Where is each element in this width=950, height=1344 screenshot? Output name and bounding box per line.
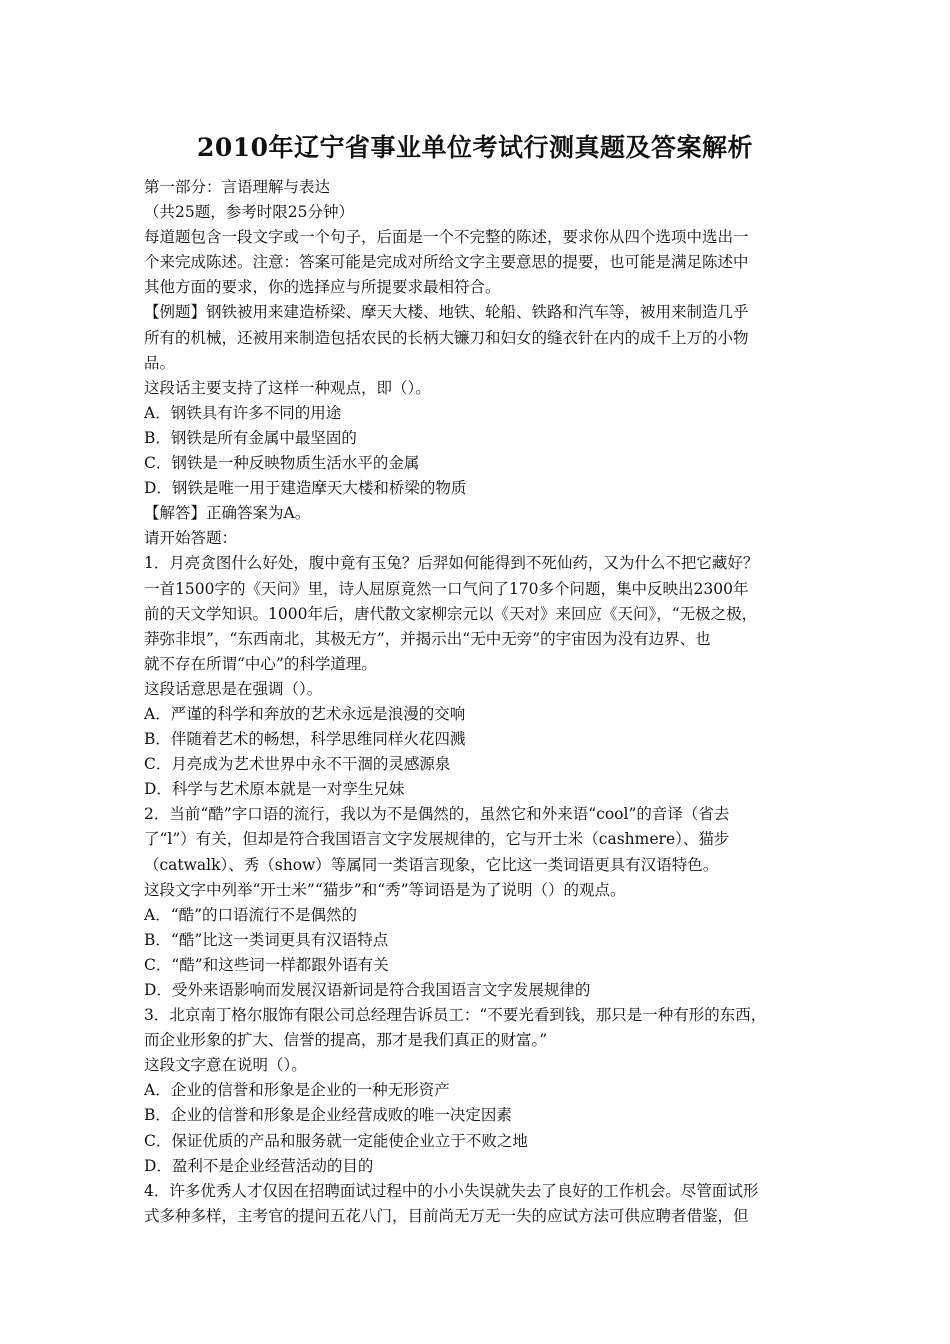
text-line: 其他方面的要求，你的选择应与所提要求最相符合。 bbox=[144, 278, 501, 297]
text-line: 【解答】正确答案为A。 bbox=[144, 504, 311, 523]
text-line: 【例题】钢铁被用来建造桥梁、摩天大楼、地铁、轮船、铁路和汽车等，被用来制造几乎 bbox=[144, 303, 749, 322]
text-line: （共25题，参考时限25分钟） bbox=[144, 203, 354, 222]
text-line: 式多种多样，主考官的提问五花八门，目前尚无万无一失的应试方法可供应聘者借鉴，但 bbox=[144, 1206, 749, 1225]
text-line: D．钢铁是唯一用于建造摩天大楼和桥梁的物质 bbox=[144, 479, 467, 498]
text-line: C．月亮成为艺术世界中永不干涸的灵感源泉 bbox=[144, 755, 451, 774]
text-line: A．钢铁具有许多不同的用途 bbox=[144, 403, 342, 422]
text-line: C．钢铁是一种反映物质生活水平的金属 bbox=[144, 454, 420, 473]
text-line: 这段文字意在说明（）。 bbox=[144, 1056, 307, 1075]
text-line: 就不存在所谓“中心”的科学道理。 bbox=[144, 654, 377, 673]
text-line: A．严谨的科学和奔放的艺术永远是浪漫的交响 bbox=[144, 704, 466, 723]
text-line: 1．月亮贪图什么好处，腹中竟有玉兔？后羿如何能得到不死仙药，又为什么不把它藏好？ bbox=[144, 554, 759, 573]
text-line: D．受外来语影响而发展汉语新词是符合我国语言文字发展规律的 bbox=[144, 981, 591, 999]
text-line: 每道题包含一段文字或一个句子，后面是一个不完整的陈述，要求你从四个选项中选出一 bbox=[144, 228, 749, 247]
text-line: B．钢铁是所有金属中最坚固的 bbox=[144, 428, 357, 447]
text-line: 所有的机械，还被用来制造包括农民的长柄大镰刀和妇女的缝衣针在内的成千上万的小物 bbox=[144, 328, 749, 347]
text-line: A．“酷”的口语流行不是偶然的 bbox=[144, 905, 358, 924]
text-line: 请开始答题： bbox=[144, 529, 238, 548]
text-line: 这段话主要支持了这样一种观点，即（）。 bbox=[144, 378, 431, 397]
text-line: B．“酷”比这一类词更具有汉语特点 bbox=[144, 930, 389, 949]
text-line: 第一部分：言语理解与表达 bbox=[144, 178, 331, 196]
text-line: B．伴随着艺术的畅想，科学思维同样火花四溅 bbox=[144, 730, 466, 749]
text-line: 品。 bbox=[144, 353, 176, 372]
text-line: 3．北京南丁格尔服饰有限公司总经理告诉员工：“不要光看到钱，那只是一种有形的东西， bbox=[144, 1006, 767, 1025]
document-title: 2010年辽宁省事业单位考试行测真题及答案解析 bbox=[196, 133, 754, 162]
text-line: （catwalk）、秀（show）等属同一类语言现象，它比这一类词语更具有汉语特色。 bbox=[144, 855, 719, 874]
text-line: 这段话意思是在强调（）。 bbox=[144, 679, 323, 698]
text-line: C．“酷”和这些词一样都跟外语有关 bbox=[144, 955, 389, 974]
text-line: B．企业的信誉和形象是企业经营成败的唯一决定因素 bbox=[144, 1106, 512, 1125]
text-line: 了“l”）有关，但却是符合我国语言文字发展规律的，它与开士米（cashmere）、猫步 bbox=[144, 830, 730, 849]
text-line: 个来完成陈述。注意：答案可能是完成对所给文字主要意思的提要，也可能是满足陈述中 bbox=[144, 253, 749, 272]
text-line: D．科学与艺术原本就是一对孪生兄妹 bbox=[144, 780, 405, 799]
text-line: 一首1500字的《天问》里，诗人屈原竟然一口气问了170多个问题，集中反映出2300年 bbox=[144, 579, 749, 598]
text-line: 2．当前“酷”字口语的流行，我以为不是偶然的，虽然它和外来语“cool”的音译（省去 bbox=[144, 805, 730, 824]
text-line: 4．许多优秀人才仅因在招聘面试过程中的小小失误就失去了良好的工作机会。尽管面试形 bbox=[144, 1181, 759, 1200]
text-line: 这段文字中列举“开士米”“猫步”和“秀”等词语是为了说明（）的观点。 bbox=[144, 880, 626, 899]
text-line: A．企业的信誉和形象是企业的一种无形资产 bbox=[144, 1081, 450, 1100]
text-line: 莽弥非垠”，“东西南北，其极无方”，并揭示出“无中无旁”的宇宙因为没有边界、也 bbox=[144, 629, 711, 648]
document-body bbox=[144, 175, 810, 1229]
text-line: C．保证优质的产品和服务就一定能使企业立于不败之地 bbox=[144, 1131, 528, 1150]
text-line: 前的天文学知识。1000年后，唐代散文家柳宗元以《天对》来回应《天问》，“无极之极， bbox=[144, 604, 758, 623]
text-line: D．盈利不是企业经营活动的目的 bbox=[144, 1156, 374, 1175]
text-line: 而企业形象的扩大、信誉的提高，那才是我们真正的财富。” bbox=[144, 1031, 548, 1050]
